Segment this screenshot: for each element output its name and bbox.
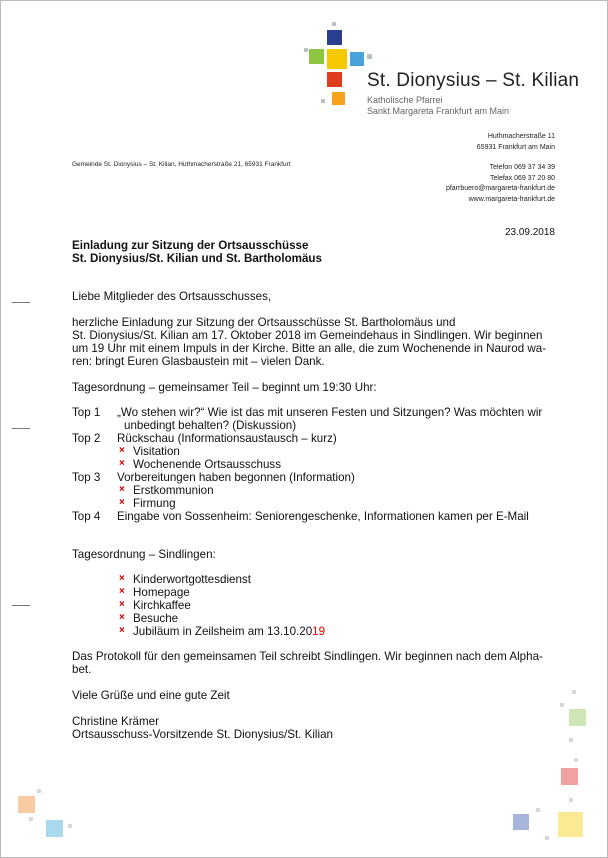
protocol-line-2: bet.: [72, 663, 92, 676]
address-street: Huthmacherstraße 11: [487, 133, 555, 140]
top-text: Rückschau (Informationsaustausch – kurz): [117, 432, 337, 445]
cross-bullet-icon: ×: [119, 484, 125, 495]
subject-line-1: Einladung zur Sitzung der Ortsausschüsse: [72, 239, 309, 252]
top-label: Top 4: [72, 510, 101, 523]
address-city: 65931 Frankfurt am Main: [476, 144, 555, 151]
address-email[interactable]: pfarrbuero@margareta-frankfurt.de: [445, 185, 555, 192]
letter-date: 23.09.2018: [504, 227, 555, 238]
list-item: Homepage: [133, 586, 190, 599]
cross-bullet-icon: ×: [119, 573, 125, 584]
top-text: unbedingt behalten? (Diskussion): [124, 419, 297, 432]
jubilee-text: Jubiläum in Zeilsheim am 13.10.20: [133, 625, 313, 638]
intro-line-1: herzliche Einladung zur Sitzung der Ortsausschüsse St. Bartholomäus und: [72, 316, 456, 329]
address-phone: Telefon 069 37 34 39: [489, 164, 555, 171]
top-text: „Wo stehen wir?“ Wie ist das mit unseren Festen und Sitzungen? Was möchten wir: [117, 406, 543, 419]
intro-line-2: St. Dionysius/St. Kilian am 17. Oktober 2018 im Gemeindehaus in Sindlingen. Wir beginnen: [72, 329, 543, 342]
cross-bullet-icon: ×: [119, 497, 125, 508]
list-item: Firmung: [133, 497, 176, 510]
list-item: Visitation: [133, 445, 180, 458]
subject-line-2: St. Dionysius/St. Kilian und St. Bartholomäus: [72, 252, 322, 265]
top-text: Eingabe von Sossenheim: Seniorengeschenke, Informationen kamen per E-Mail: [117, 510, 529, 523]
intro-line-4: ren: bringt Euren Glasbaustein mit – vielen Dank.: [72, 355, 325, 368]
punch-mark: [12, 428, 30, 429]
fold-mark: [12, 605, 30, 606]
parish-title: St. Dionysius – St. Kilian: [367, 70, 580, 91]
list-item: Wochenende Ortsausschuss: [133, 458, 282, 471]
cross-bullet-icon: ×: [119, 612, 125, 623]
cross-bullet-icon: ×: [119, 445, 125, 456]
intro-line-3: um 19 Uhr mit einem Impuls in der Kirche. Bitte an alle, die zum Wochenende in Naurod wa-: [72, 342, 547, 355]
parish-subtitle-2: Sankt Margareta Frankfurt am Main: [367, 106, 510, 116]
top-label: Top 2: [72, 432, 101, 445]
agenda-common-heading: Tagesordnung – gemeinsamer Teil – beginnt um 19:30 Uhr:: [72, 381, 377, 394]
top-text: Vorbereitungen haben begonnen (Information): [117, 471, 355, 484]
cross-bullet-icon: ×: [119, 599, 125, 610]
agenda-sindlingen-heading: Tagesordnung – Sindlingen:: [72, 548, 216, 561]
salutation: Liebe Mitglieder des Ortsausschusses,: [72, 290, 272, 303]
list-item: Kirchkaffee: [133, 599, 191, 612]
list-item: Erstkommunion: [133, 484, 214, 497]
protocol-line-1: Das Protokoll für den gemeinsamen Teil schreibt Sindlingen. Wir beginnen nach dem Alpha-: [72, 650, 543, 663]
cross-bullet-icon: ×: [119, 458, 125, 469]
parish-subtitle-1: Katholische Pfarrei: [367, 95, 443, 105]
list-item: Kinderwortgottesdienst: [133, 573, 251, 586]
closing: Viele Grüße und eine gute Zeit: [72, 689, 230, 702]
address-fax: Telefax 069 37 20 80: [490, 175, 555, 182]
cross-bullet-icon: ×: [119, 625, 125, 636]
signature-name: Christine Krämer: [72, 715, 159, 728]
fold-mark: [12, 302, 30, 303]
top-label: Top 1: [72, 406, 101, 419]
sender-line: Gemeinde St. Dionysius – St. Kilian, Huthmacherstraße 21, 65931 Frankfurt: [72, 161, 291, 168]
list-item-jubilee: [133, 625, 325, 638]
top-label: Top 3: [72, 471, 101, 484]
jubilee-year-suffix: 19: [312, 625, 326, 638]
address-web[interactable]: www.margareta-frankfurt.de: [468, 196, 555, 203]
cross-bullet-icon: ×: [119, 586, 125, 597]
signature-role: Ortsausschuss-Vorsitzende St. Dionysius/St. Kilian: [72, 728, 333, 741]
list-item: Besuche: [133, 612, 179, 625]
